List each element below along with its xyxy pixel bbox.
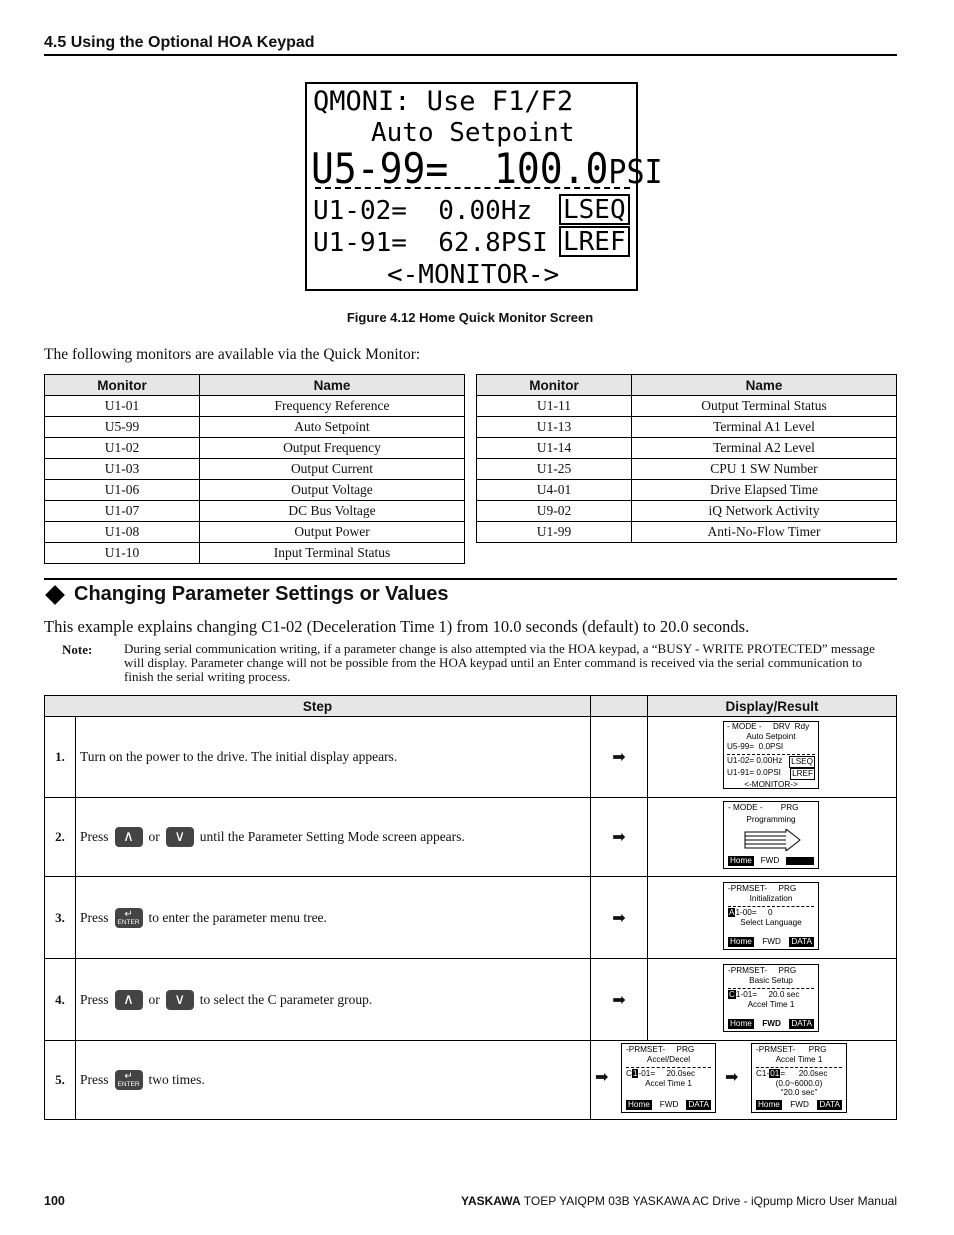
mini-lcd-bottom-bar (626, 1100, 711, 1110)
mini-lcd-row (626, 1069, 711, 1079)
cursor-char: C (729, 990, 735, 999)
table-row (477, 522, 897, 543)
prefix-char: C1- (756, 1069, 770, 1078)
step-text-post: two times. (148, 1072, 205, 1087)
blank-softkey (786, 857, 814, 865)
step-text-pre: Press (80, 991, 109, 1007)
step-text (76, 798, 591, 876)
mini-lcd-bottom-bar (728, 937, 814, 947)
monitor-cell: U1-11 (477, 396, 632, 417)
enter-glyph: ↵ (124, 1071, 133, 1082)
name-cell: Terminal A2 Level (632, 438, 897, 459)
mini-lcd-line: -PRMSET- PRG (728, 966, 797, 975)
lcd-line-3-value: U5-99= 100.0 (311, 144, 609, 194)
mini-lcd-line: 1-01= 20.0 sec (735, 990, 800, 999)
footer-doc-title: TOEP YAIQPM 03B YASKAWA AC Drive - iQpump Micro User Manual (523, 1194, 897, 1208)
table-header-row (45, 375, 465, 396)
mini-lcd-line: = 20.0sec (780, 1069, 828, 1078)
lcd-line-2: Auto Setpoint (371, 118, 575, 148)
down-arrow-key-icon: ∨ (166, 827, 194, 847)
name-cell: Output Power (200, 522, 465, 543)
lcd-line-4: U1-02= 0.00Hz (313, 196, 533, 226)
table-row (45, 480, 465, 501)
name-cell: Terminal A1 Level (632, 417, 897, 438)
mini-lcd-initial (723, 721, 819, 789)
footer-brand: YASKAWA (461, 1194, 521, 1208)
mini-lcd-line: Select Language (740, 918, 802, 927)
name-cell: Auto Setpoint (200, 417, 465, 438)
cursor-char: A (729, 908, 735, 917)
name-cell: Output Current (200, 459, 465, 480)
note-label: Note: (62, 642, 93, 657)
column-header-name: Name (200, 375, 465, 396)
table-row (477, 417, 897, 438)
mini-lcd-line: -PRMSET- PRG (728, 884, 797, 893)
lseq-box: LSEQ (791, 757, 813, 766)
mini-lcd-line: Accel Time 1 (645, 1079, 692, 1088)
step-text-pre: Press (80, 829, 109, 844)
footer-doc-info (461, 1194, 897, 1208)
section-header: 4.5 Using the Optional HOA Keypad (44, 34, 315, 51)
mini-lcd-line: U1-02= 0.00Hz (727, 756, 783, 765)
steps-table (44, 695, 897, 1120)
step-number: 1. (45, 717, 76, 797)
section-heading (44, 583, 449, 606)
table-row (477, 480, 897, 501)
mini-lcd-row (727, 756, 815, 768)
mini-lcd-row (727, 768, 815, 780)
step-row-5 (45, 1041, 896, 1119)
table-row (45, 438, 465, 459)
mini-lcd-line: Basic Setup (749, 976, 793, 985)
fwd-tag: FWD (762, 1019, 781, 1028)
mini-lcd-divider (728, 988, 814, 989)
lcd-lref-box: LREF (559, 226, 630, 257)
right-arrow-icon: ➡ (591, 959, 648, 1040)
display-result-cell (648, 959, 896, 1040)
lcd-divider (315, 187, 630, 189)
lcd-line-6: <-MONITOR-> (387, 260, 560, 290)
mini-lcd-programming (723, 801, 819, 869)
data-tag: DATA (688, 1100, 709, 1109)
figure-caption: Figure 4.12 Home Quick Monitor Screen (346, 310, 594, 325)
table-row (477, 501, 897, 522)
data-tag: DATA (791, 1019, 812, 1028)
step-text (76, 877, 591, 958)
up-arrow-key-icon: ∧ (115, 827, 143, 847)
step-text (76, 1041, 591, 1119)
lref-box: LREF (792, 769, 813, 778)
mini-lcd-line: Accel Time 1 (775, 1055, 823, 1064)
data-tag: DATA (819, 1100, 840, 1109)
step-row-3 (45, 877, 896, 959)
diamond-bullet-icon (45, 585, 65, 605)
column-header-step: Step (45, 696, 591, 716)
home-tag: Home (730, 1019, 752, 1028)
right-arrow-icon: ➡ (595, 1069, 609, 1086)
mini-lcd-row (728, 908, 814, 918)
mini-lcd-line: Accel Time 1 (747, 1000, 795, 1009)
mini-lcd-line: - MODE - PRG (728, 803, 799, 812)
mini-lcd-line: Programming (746, 815, 796, 824)
lcd-line-5: U1-91= 62.8PSI (313, 228, 548, 258)
step-number: 3. (45, 877, 76, 958)
lcd-lseq-box: LSEQ (559, 194, 630, 225)
name-cell: iQ Network Activity (632, 501, 897, 522)
right-arrow-icon: ➡ (725, 1069, 739, 1086)
mini-lcd-line: Auto Setpoint (746, 732, 796, 741)
table-row (45, 543, 465, 564)
down-arrow-key-icon: ∨ (166, 990, 194, 1010)
monitor-cell: U1-13 (477, 417, 632, 438)
monitor-cell: U1-10 (45, 543, 200, 564)
home-tag: Home (730, 856, 752, 865)
home-tag: Home (758, 1100, 780, 1109)
column-header-monitor: Monitor (45, 375, 200, 396)
step-number: 5. (45, 1041, 76, 1119)
page-number: 100 (44, 1194, 65, 1208)
table-row (45, 417, 465, 438)
name-cell: Drive Elapsed Time (632, 480, 897, 501)
monitor-cell: U1-07 (45, 501, 200, 522)
up-arrow-key-icon: ∧ (115, 990, 143, 1010)
column-header-monitor: Monitor (477, 375, 632, 396)
mini-lcd-basic-setup (723, 964, 819, 1032)
mini-lcd-line: (0.0~6000.0) (775, 1079, 823, 1088)
mini-lcd-divider (756, 1067, 842, 1068)
name-cell: Output Voltage (200, 480, 465, 501)
mini-lcd-line: U1-91= 0.0PSI (727, 768, 781, 777)
table-row (45, 522, 465, 543)
display-result-cell (648, 877, 896, 958)
header-rule (44, 54, 897, 56)
step-text-post: until the Parameter Setting Mode screen appears. (199, 829, 465, 844)
mini-lcd-row (756, 1069, 842, 1079)
step-row-2 (45, 798, 896, 877)
right-arrow-icon: ➡ (591, 717, 648, 797)
right-arrow-icon: ➡ (591, 798, 648, 876)
table-row (477, 459, 897, 480)
mini-lcd-line: 1-00= 0 (735, 908, 773, 917)
programming-arrow-icon (744, 829, 804, 851)
step-text-pre: Press (80, 909, 109, 925)
mini-lcd-accel-decel (621, 1043, 716, 1113)
cursor-char: 1 (632, 1069, 638, 1078)
enter-glyph: ↵ (124, 908, 133, 920)
mini-lcd-line: -PRMSET- PRG (756, 1045, 827, 1054)
monitor-cell: U5-99 (45, 417, 200, 438)
monitor-cell: U1-14 (477, 438, 632, 459)
lcd-line-3 (311, 144, 663, 194)
mini-lcd-bottom-bar (756, 1100, 842, 1110)
mini-lcd-line: <-MONITOR-> (744, 780, 798, 789)
table-row (45, 459, 465, 480)
enter-key-icon (115, 908, 143, 928)
mini-lcd-row (728, 990, 814, 1000)
mini-lcd-line: U5-99= 0.0PSI (727, 742, 784, 751)
mini-lcd-bottom-bar (728, 1019, 814, 1029)
note-text: During serial communication writing, if a parameter change is also attempted via the HOA keypad, a “BUSY - WRITE PROTECTED” message will display. Parameter change will not be possible from the HOA keypad until an Enter command is received via the serial communication to finish the serial writing process. (124, 641, 875, 684)
fwd-tag: FWD (659, 1100, 679, 1109)
enter-label: ENTER (117, 1081, 140, 1088)
cursor-char: 01 (770, 1069, 780, 1078)
monitor-table-right (476, 374, 897, 543)
lcd-line-1: QMONI: Use F1/F2 (313, 86, 574, 117)
name-cell: DC Bus Voltage (200, 501, 465, 522)
enter-label: ENTER (117, 918, 140, 926)
mini-lcd-line: -PRMSET- PRG (626, 1045, 695, 1054)
name-cell: Output Frequency (200, 438, 465, 459)
section-paragraph: This example explains changing C1-02 (Deceleration Time 1) from 10.0 seconds (default) to 20.0 seconds. (44, 617, 750, 636)
steps-header-row (45, 696, 896, 717)
mini-lcd-initialization (723, 882, 819, 950)
name-cell: CPU 1 SW Number (632, 459, 897, 480)
intro-text: The following monitors are available via the Quick Monitor: (44, 346, 421, 363)
name-cell: Input Terminal Status (200, 543, 465, 564)
mini-lcd-line: “20.0 sec” (780, 1088, 818, 1097)
monitor-cell: U9-02 (477, 501, 632, 522)
fwd-tag: FWD (762, 937, 781, 946)
step-text-post: to enter the parameter menu tree. (148, 909, 327, 925)
display-result-cell (595, 1041, 896, 1119)
fwd-tag: FWD (790, 1100, 809, 1109)
prefix-char: C (626, 1069, 632, 1078)
monitor-cell: U1-08 (45, 522, 200, 543)
table-row (477, 438, 897, 459)
monitor-cell: U4-01 (477, 480, 632, 501)
mini-lcd-divider (626, 1067, 711, 1068)
name-cell: Frequency Reference (200, 396, 465, 417)
mini-lcd-divider (728, 906, 814, 907)
step-text-pre: Press (80, 1072, 109, 1087)
step-text-post: to select the C parameter group. (199, 991, 373, 1007)
mini-lcd-line: -01= 20.0sec (638, 1069, 696, 1078)
display-result-cell (648, 717, 896, 797)
display-result-cell (648, 798, 896, 876)
mini-lcd-divider (727, 754, 815, 755)
section-rule (44, 578, 897, 580)
section-heading-text: Changing Parameter Settings or Values (74, 583, 449, 605)
step-text-mid: or (148, 991, 160, 1007)
step-number: 4. (45, 959, 76, 1040)
step-text-mid: or (148, 829, 160, 844)
step-row-4 (45, 959, 896, 1041)
monitor-cell: U1-25 (477, 459, 632, 480)
data-tag: DATA (791, 937, 812, 946)
enter-key-icon (115, 1070, 143, 1090)
column-header-spacer (591, 696, 648, 716)
mini-lcd-line: Initialization (749, 894, 793, 903)
step-number: 2. (45, 798, 76, 876)
monitor-cell: U1-06 (45, 480, 200, 501)
lcd-display (305, 82, 663, 291)
column-header-display: Display/Result (725, 698, 819, 714)
mini-lcd-bottom-bar (728, 856, 814, 866)
step-text: Turn on the power to the drive. The initial display appears. (76, 717, 591, 797)
monitor-cell: U1-02 (45, 438, 200, 459)
mini-lcd-line: - MODE - DRV Rdy (727, 722, 810, 731)
step-text (76, 959, 591, 1040)
step-row-1 (45, 717, 896, 798)
mini-lcd-line: Accel/Decel (646, 1055, 691, 1064)
column-header-name: Name (632, 375, 897, 396)
right-arrow-icon: ➡ (591, 877, 648, 958)
monitor-cell: U1-03 (45, 459, 200, 480)
lcd-line-3-unit: PSI (608, 153, 663, 192)
table-row (477, 396, 897, 417)
home-tag: Home (730, 937, 752, 946)
fwd-tag: FWD (760, 856, 780, 865)
home-tag: Home (628, 1100, 650, 1109)
monitor-cell: U1-99 (477, 522, 632, 543)
table-row (45, 501, 465, 522)
name-cell: Output Terminal Status (632, 396, 897, 417)
table-row (45, 396, 465, 417)
monitor-cell: U1-01 (45, 396, 200, 417)
mini-lcd-accel-time (751, 1043, 847, 1113)
table-header-row (477, 375, 897, 396)
monitor-table-left (44, 374, 465, 564)
name-cell: Anti-No-Flow Timer (632, 522, 897, 543)
